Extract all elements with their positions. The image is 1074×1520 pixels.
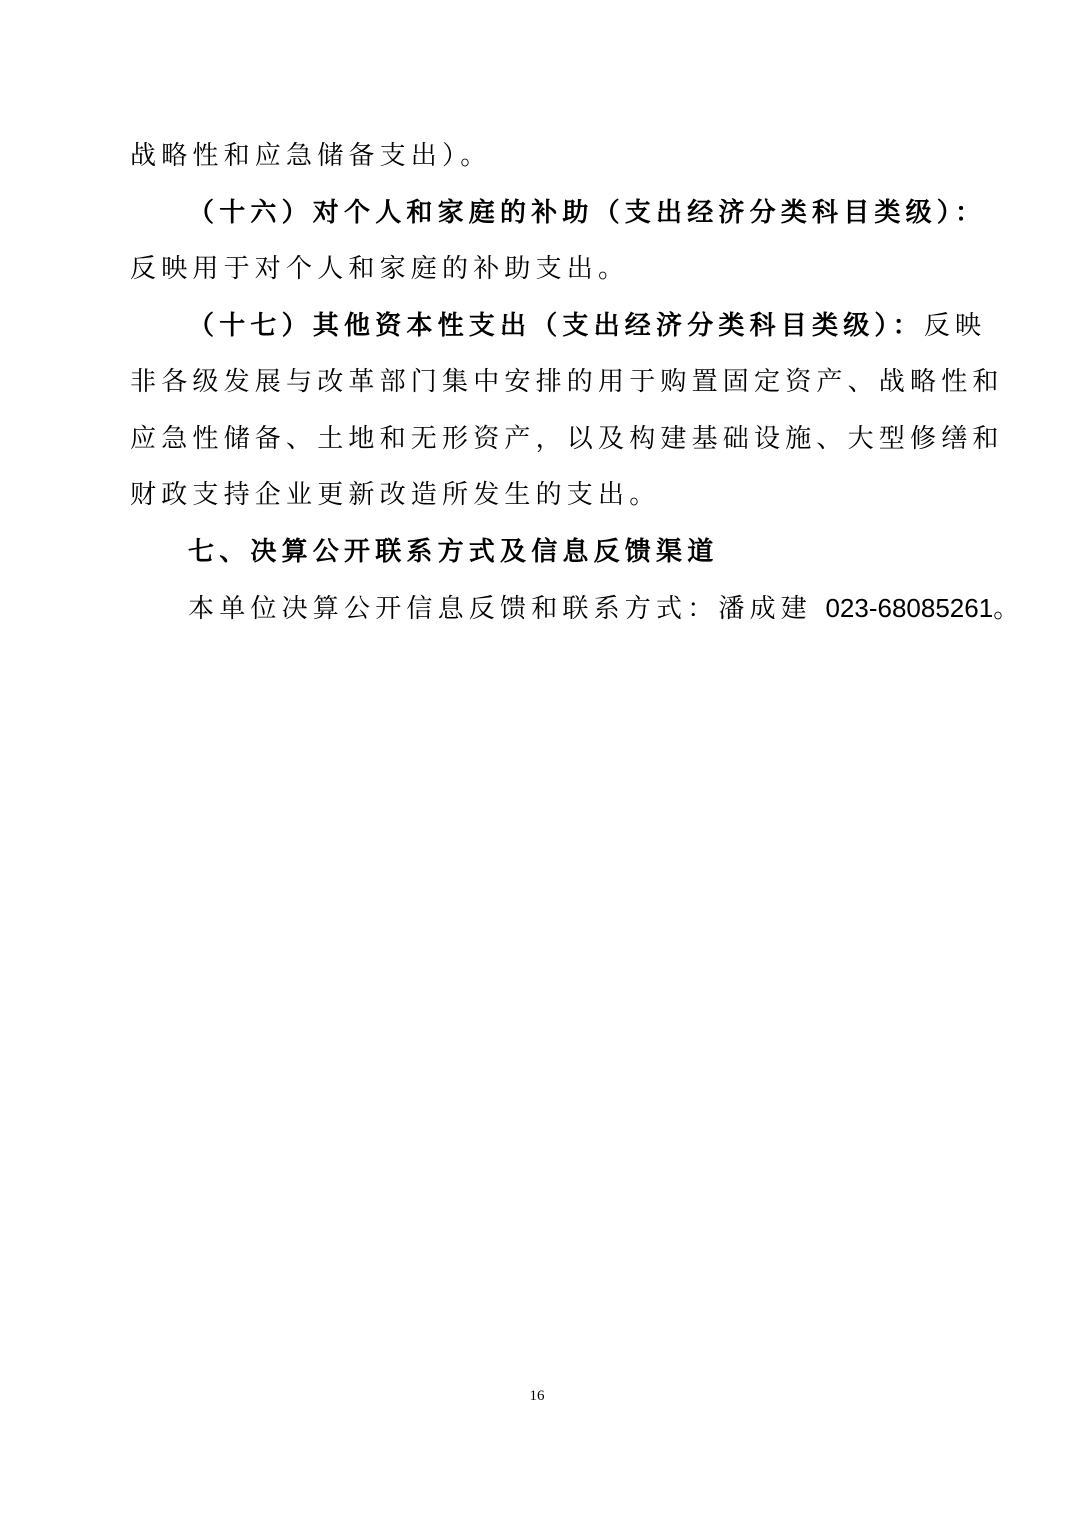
line-text: 本单位决算公开信息反馈和联系方式：潘成建 (188, 594, 826, 624)
paragraph-line (130, 424, 1004, 454)
line-text: 财政支持企业更新改造所发生的支出。 (130, 480, 661, 510)
page-number: 16 (529, 1388, 545, 1404)
heading-text: （十七）其他资本性支出（支出经济分类科目类级）： (188, 311, 924, 341)
line-end: 。 (993, 594, 1025, 624)
line-text: 应急性储备、土地和无形资产，以及构建基础设施、大型修缮和 (130, 424, 1004, 454)
paragraph-line (130, 254, 629, 284)
contact-line (188, 593, 1024, 624)
paragraph-line (130, 367, 1004, 397)
heading-text: （十六）对个人和家庭的补助（支出经济分类科目类级）： (188, 198, 987, 228)
section-heading-17 (188, 311, 986, 341)
section-heading-7 (188, 537, 718, 567)
line-text: 反映用于对个人和家庭的补助支出。 (130, 254, 630, 284)
line-text: 战略性和应急储备支出）。 (130, 141, 492, 171)
line-text: 非各级发展与改革部门集中安排的用于购置固定资产、战略性和 (130, 367, 1004, 397)
section-heading-16 (188, 198, 986, 228)
phone-number: 023-68085261 (825, 593, 994, 623)
heading-text: 七、决算公开联系方式及信息反馈渠道 (188, 537, 719, 567)
paragraph-line (130, 141, 491, 171)
paragraph-line (130, 480, 660, 510)
line-text: 反映 (923, 311, 987, 341)
